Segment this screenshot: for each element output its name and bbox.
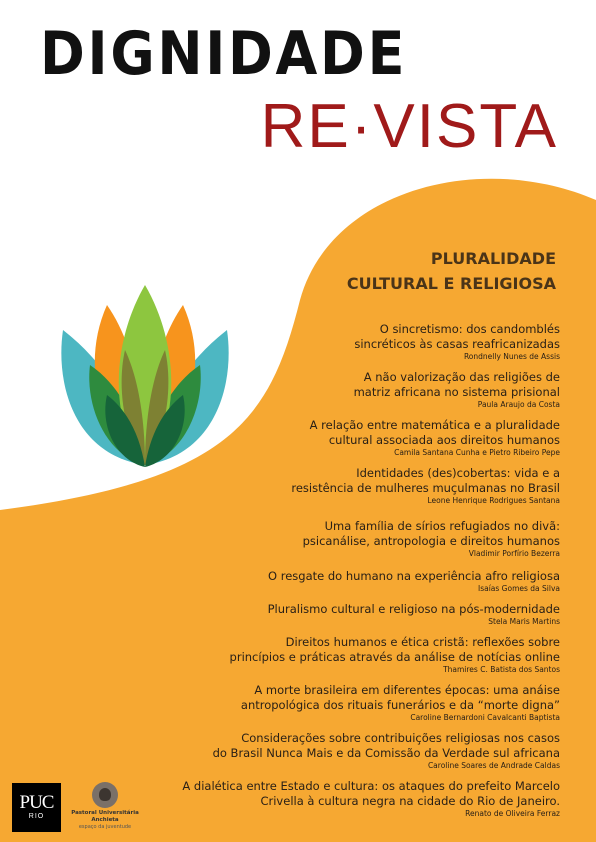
article-title: Uma família de sírios refugiados no divã: psicanálise, antropologia e direitos humanos [302, 519, 560, 548]
pastoral-head-icon [92, 782, 118, 808]
article-item[interactable] [180, 322, 560, 362]
article-title: Direitos humanos e ética cristã: reflexões sobre princípios e práticas através da análise de notícias online [229, 635, 560, 664]
section-title-line-2: CULTURAL E RELIGIOSA [346, 274, 556, 293]
article-author: Caroline Bernardoni Cavalcanti Baptista [410, 713, 560, 722]
article-item[interactable] [180, 779, 560, 819]
masthead-subtitle: RE·VISTA [260, 92, 558, 161]
section-title [296, 246, 556, 296]
pastoral-logo [70, 782, 140, 837]
article-author: Stela Maris Martins [488, 617, 560, 626]
article-title: Identidades (des)cobertas: vida e a resistência de mulheres muçulmanas no Brasil [291, 466, 560, 495]
article-title: A não valorização das religiões de matriz africana no sistema prisional [353, 370, 560, 399]
masthead-title: DIGNIDADE [40, 19, 408, 89]
article-author: Vladimir Porfírio Bezerra [468, 549, 560, 558]
article-author: Rondnelly Nunes de Assis [463, 352, 560, 361]
article-item[interactable] [180, 569, 560, 594]
article-title: Considerações sobre contribuições religiosas nos casos do Brasil Nunca Mais e da Comissão da Verdade sul africana [212, 731, 560, 760]
puc-rio-logo [12, 783, 61, 832]
article-author: Camila Santana Cunha e Pietro Ribeiro Pepe [394, 448, 560, 457]
article-title: Pluralismo cultural e religioso na pós-modernidade [267, 602, 560, 616]
pastoral-logo-line-3: espaço da juventude [78, 824, 132, 830]
article-item[interactable] [180, 519, 560, 559]
article-item[interactable] [180, 418, 560, 458]
article-title: A dialética entre Estado e cultura: os ataques do prefeito Marcelo Crivella à cultura negra na cidade do Rio de Janeiro. [182, 779, 560, 808]
article-author: Caroline Soares de Andrade Caldas [427, 761, 560, 770]
article-title: A morte brasileira em diferentes épocas: uma anáise antropológica dos rituais funerários e da “morte digna” [240, 683, 560, 712]
article-title: O resgate do humano na experiência afro religiosa [268, 569, 560, 583]
pastoral-logo-line-1: Pastoral Universitária [71, 810, 139, 816]
article-item[interactable] [180, 731, 560, 771]
article-item[interactable] [180, 602, 560, 627]
article-author: Leone Henrique Rodrigues Santana [427, 496, 560, 505]
rio-logo-text: RIO [28, 813, 45, 820]
puc-logo-text: PUC [19, 792, 54, 813]
section-title-line-1: PLURALIDADE [430, 249, 556, 268]
pastoral-logo-line-2: Anchieta [91, 817, 119, 823]
article-item[interactable] [180, 370, 560, 410]
article-author: Paula Araujo da Costa [477, 400, 560, 409]
table-of-contents [180, 322, 560, 827]
article-title: O sincretismo: dos candomblés sincréticos às casas reafricanizadas [354, 322, 560, 351]
article-item[interactable] [180, 635, 560, 675]
article-author: Renato de Oliveira Ferraz [465, 809, 560, 818]
article-author: Thamires C. Batista dos Santos [443, 665, 560, 674]
article-item[interactable] [180, 466, 560, 506]
article-title: A relação entre matemática e a pluralidade cultural associada aos direitos humanos [309, 418, 560, 447]
article-author: Isaías Gomes da Silva [477, 584, 560, 593]
article-item[interactable] [180, 683, 560, 723]
